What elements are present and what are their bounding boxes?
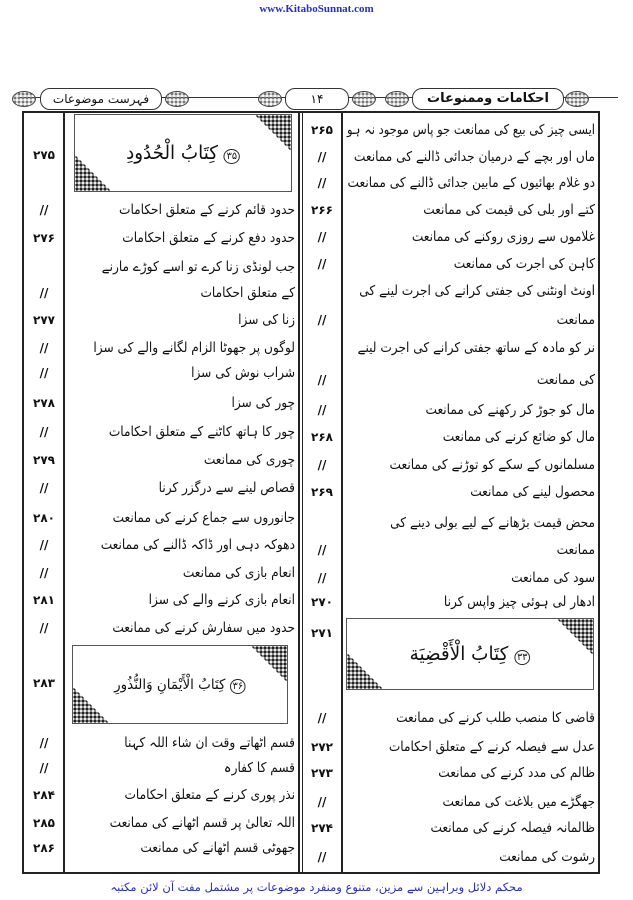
toc-entry[interactable] xyxy=(69,619,295,637)
toc-entry[interactable] xyxy=(347,709,595,727)
toc-entry-text: محصول لینے کی ممانعت xyxy=(470,484,595,500)
ornament-icon xyxy=(352,91,376,107)
toc-entry-text: اللہ تعالیٰ پر قسم اٹھانے کی ممانعت xyxy=(109,815,295,831)
toc-entry[interactable] xyxy=(347,228,595,246)
section-title: فہرست موضوعات xyxy=(40,88,162,110)
ornament-icon xyxy=(385,91,409,107)
toc-entry[interactable] xyxy=(69,311,295,329)
toc-page-number: // xyxy=(317,230,327,244)
toc-page-number: // xyxy=(317,373,327,387)
toc-entry-text: لوگوں پر جھوٹا الزام لگانے والے کی سزا xyxy=(93,340,295,356)
toc-entry-text: نر کو مادہ کے ساتھ جفتی کرانے کی اجرت لینے xyxy=(357,340,595,356)
column-divider xyxy=(63,111,65,874)
toc-entry[interactable] xyxy=(347,401,595,419)
toc-entry[interactable] xyxy=(69,814,295,832)
toc-page-number: ۲۷۶ xyxy=(33,231,55,245)
toc-page-number: // xyxy=(317,176,327,190)
toc-page-number: // xyxy=(317,150,327,164)
toc-entry-text: چور کی سزا xyxy=(231,395,295,411)
chapter-page-number: ۲۷۱ xyxy=(311,626,333,640)
toc-entry[interactable] xyxy=(347,311,595,329)
table-border xyxy=(22,111,24,874)
toc-page-number: ۲۷۲ xyxy=(311,740,333,754)
toc-entry[interactable] xyxy=(69,258,295,276)
chapter-heading-hudood xyxy=(74,114,292,192)
toc-page-number: // xyxy=(317,257,327,271)
toc-page-number: ۲۸۱ xyxy=(33,593,55,607)
site-url[interactable]: www.KitaboSunnat.com xyxy=(259,3,374,15)
toc-page-number: // xyxy=(317,850,327,864)
chapter-number: ۳۵ xyxy=(224,149,240,164)
toc-page-number: // xyxy=(39,203,49,217)
toc-entry[interactable] xyxy=(69,229,295,247)
toc-page-number: // xyxy=(39,341,49,355)
toc-entry[interactable] xyxy=(347,764,595,782)
toc-entry-text: قسم کا کفارہ xyxy=(223,760,295,776)
chapter-number: ۳۳ xyxy=(514,650,530,665)
toc-entry-text: حدود قائم کرنے کے متعلق احکامات xyxy=(119,202,295,218)
table-top-border xyxy=(22,111,600,113)
toc-entry[interactable] xyxy=(69,759,295,777)
toc-page-number: ۲۷۸ xyxy=(33,396,55,410)
toc-page-number: // xyxy=(39,366,49,380)
toc-entry-text: کے متعلق احکامات xyxy=(200,285,295,301)
toc-entry-text: ممانعت xyxy=(556,312,595,328)
toc-page-number: // xyxy=(317,711,327,725)
column-divider xyxy=(302,111,303,874)
toc-entry[interactable] xyxy=(347,148,595,166)
toc-entry-text: رشوت کی ممانعت xyxy=(499,849,595,865)
toc-page-number: // xyxy=(39,736,49,750)
chapter-title-text: كِتَابُ الْأَيْمَانِ وَالنُّذُورِ xyxy=(114,676,226,693)
toc-entry-text: جھوٹی قسم اٹھانے کی ممانعت xyxy=(140,840,295,856)
toc-entry[interactable] xyxy=(69,786,295,804)
chapter-title xyxy=(77,677,283,693)
toc-entry-text: غلاموں سے روزی روکنے کی ممانعت xyxy=(411,229,595,245)
toc-entry-text: چور کا ہاتھ کاٹنے کے متعلق احکامات xyxy=(108,424,295,440)
toc-page-number: ۲۷۳ xyxy=(311,766,333,780)
toc-entry-text: اونٹ اونٹنی کی جفتی کرانے کی اجرت لینے کی xyxy=(359,283,595,299)
toc-page-number: ۲۷۹ xyxy=(33,453,55,467)
toc-entry[interactable] xyxy=(69,284,295,302)
toc-entry[interactable] xyxy=(347,483,595,501)
toc-entry-text: انعام بازی کرنے والے کی سزا xyxy=(148,592,295,608)
toc-entry[interactable] xyxy=(347,255,595,273)
toc-page-number: // xyxy=(317,458,327,472)
toc-entry[interactable] xyxy=(69,364,295,382)
column-divider xyxy=(298,111,300,874)
toc-page-number: ۲۸۶ xyxy=(33,841,55,855)
toc-entry[interactable] xyxy=(69,536,295,554)
toc-entry-text: محض قیمت بڑھانے کے لیے بولی دینے کی xyxy=(390,515,595,531)
toc-entry[interactable] xyxy=(347,541,595,559)
chapter-title-text: كِتَابُ الْحُدُودِ xyxy=(126,142,218,164)
toc-page-number: // xyxy=(39,566,49,580)
toc-entry-text: حدود دفع کرنے کے متعلق احکامات xyxy=(122,230,295,246)
toc-entry-text: قسم اٹھاتے وقت ان شاء اللہ کہنا xyxy=(124,735,295,751)
toc-page-number: // xyxy=(39,621,49,635)
toc-entry[interactable] xyxy=(69,339,295,357)
toc-entry[interactable] xyxy=(347,282,595,300)
toc-page-number: // xyxy=(39,286,49,300)
toc-page-number: ۲۷۰ xyxy=(311,595,333,609)
toc-page-number: // xyxy=(317,403,327,417)
toc-entry[interactable] xyxy=(347,848,595,866)
toc-entry[interactable] xyxy=(347,428,595,446)
toc-page-number: ۲۶۸ xyxy=(311,430,333,444)
toc-entry-text: دھوکہ دہی اور ڈاکہ ڈالنے کی ممانعت xyxy=(100,537,295,553)
table-bottom-border xyxy=(22,872,600,874)
toc-entry-text: قصاص لینے سے درگزر کرنا xyxy=(158,480,295,496)
toc-page-number: ۲۷۷ xyxy=(33,313,55,327)
chapter-page-number: ۲۸۳ xyxy=(33,676,55,690)
toc-entry-text: ممانعت xyxy=(556,542,595,558)
toc-entry-text: عدل سے فیصلہ کرنے کے متعلق احکامات xyxy=(388,739,595,755)
toc-entry-text: نذر پوری کرنے کے متعلق احکامات xyxy=(124,787,295,803)
toc-page-number: // xyxy=(39,538,49,552)
toc-entry[interactable] xyxy=(347,738,595,756)
toc-entry[interactable] xyxy=(347,514,595,532)
ornament-icon xyxy=(165,91,189,107)
toc-page-number: ۲۶۶ xyxy=(311,203,333,217)
toc-entry-text: چوری کی ممانعت xyxy=(203,452,295,468)
toc-page-number: // xyxy=(39,761,49,775)
toc-entry-text: جب لونڈی زنا کرے تو اسے کوڑے مارنے xyxy=(101,259,295,275)
toc-entry[interactable] xyxy=(347,456,595,474)
toc-page-number: // xyxy=(317,571,327,585)
toc-entry-text: مسلمانوں کے سکے کو توڑنے کی ممانعت xyxy=(389,457,595,473)
toc-page-number: ۲۷۴ xyxy=(311,821,333,835)
toc-entry-text: سود کی ممانعت xyxy=(511,570,595,586)
toc-page-number: // xyxy=(317,795,327,809)
toc-entry[interactable] xyxy=(69,201,295,219)
toc-entry-text: دو غلام بھائیوں کے مابین جدائی ڈالنے کی ممانعت xyxy=(347,175,595,191)
chapter-page-number: ۲۷۵ xyxy=(33,148,55,162)
toc-entry[interactable] xyxy=(69,451,295,469)
chapter-heading-aqdiya xyxy=(346,618,594,690)
toc-entry-text: ایسی چیز کی بیع کی ممانعت جو پاس موجود نہ ہو xyxy=(347,122,595,138)
toc-page-number: ۲۸۴ xyxy=(33,788,55,802)
toc-entry[interactable] xyxy=(347,201,595,219)
toc-page-number: // xyxy=(39,481,49,495)
toc-entry[interactable] xyxy=(347,819,595,837)
toc-entry-text: جھگڑے میں بلاغت کی ممانعت xyxy=(442,794,595,810)
toc-entry-text: جانوروں سے جماع کرنے کی ممانعت xyxy=(112,510,295,526)
toc-entry[interactable] xyxy=(69,564,295,582)
toc-entry-text: ادھار لی ہوئی چیز واپس کرنا xyxy=(443,594,595,610)
footer-text: محکم دلائل وبراہین سے مزین، متنوع ومنفرد موضوعات پر مشتمل مفت آن لائن مکتبہ xyxy=(110,880,523,894)
toc-entry[interactable] xyxy=(347,371,595,389)
toc-entry[interactable] xyxy=(69,591,295,609)
toc-page-number: ۲۶۵ xyxy=(311,123,333,137)
table-border xyxy=(598,111,600,874)
toc-entry-text: حدود میں سفارش کرنے کی ممانعت xyxy=(112,620,295,636)
chapter-title xyxy=(351,643,589,665)
toc-page-number: ۲۶۹ xyxy=(311,485,333,499)
column-divider xyxy=(341,111,343,874)
toc-page-number: // xyxy=(39,425,49,439)
toc-entry-text: کاہن کی اجرت کی ممانعت xyxy=(453,256,595,272)
toc-entry-text: قاضی کا منصب طلب کرنے کی ممانعت xyxy=(396,710,595,726)
toc-entry[interactable] xyxy=(69,394,295,412)
book-title: احکامات وممنوعات xyxy=(412,88,564,110)
toc-entry[interactable] xyxy=(347,793,595,811)
chapter-number: ۳۶ xyxy=(230,679,246,694)
toc-entry[interactable] xyxy=(347,593,595,611)
toc-entry-text: شراب نوش کی سزا xyxy=(191,365,295,381)
chapter-title xyxy=(79,142,287,164)
toc-entry-text: ظالمانہ فیصلہ کرنے کی ممانعت xyxy=(430,820,595,836)
toc-page-number: ۲۸۰ xyxy=(33,511,55,525)
toc-entry-text: ماں اور بچے کے درمیان جدائی ڈالنے کی ممانعت xyxy=(353,149,595,165)
chapter-title-text: كِتَابُ الْأَقْضِيَة xyxy=(409,643,509,665)
toc-entry[interactable] xyxy=(347,174,595,192)
toc-page-number: // xyxy=(317,543,327,557)
toc-page-number: ۲۸۵ xyxy=(33,816,55,830)
toc-entry[interactable] xyxy=(69,509,295,527)
toc-entry-text: کی ممانعت xyxy=(536,372,595,388)
toc-entry[interactable] xyxy=(347,339,595,357)
toc-entry-text: مال کو ضائع کرنے کی ممانعت xyxy=(442,429,595,445)
page-number: ۱۴ xyxy=(285,88,349,110)
ornament-icon xyxy=(258,91,282,107)
toc-entry[interactable] xyxy=(347,121,595,139)
toc-entry-text: ظالم کی مدد کرنے کی ممانعت xyxy=(438,765,595,781)
toc-entry[interactable] xyxy=(69,479,295,497)
ornament-icon xyxy=(565,91,589,107)
toc-entry-text: انعام بازی کی ممانعت xyxy=(182,565,295,581)
toc-entry-text: مال کو جوڑ کر رکھنے کی ممانعت xyxy=(425,402,595,418)
toc-entry[interactable] xyxy=(347,569,595,587)
toc-page-number: // xyxy=(317,313,327,327)
toc-entry[interactable] xyxy=(69,423,295,441)
toc-entry[interactable] xyxy=(69,839,295,857)
chapter-heading-aiman xyxy=(72,645,288,724)
ornament-icon xyxy=(12,91,36,107)
toc-entry[interactable] xyxy=(69,734,295,752)
toc-entry-text: کتے اور بلی کی قیمت کی ممانعت xyxy=(423,202,595,218)
toc-entry-text: زنا کی سزا xyxy=(238,312,295,328)
